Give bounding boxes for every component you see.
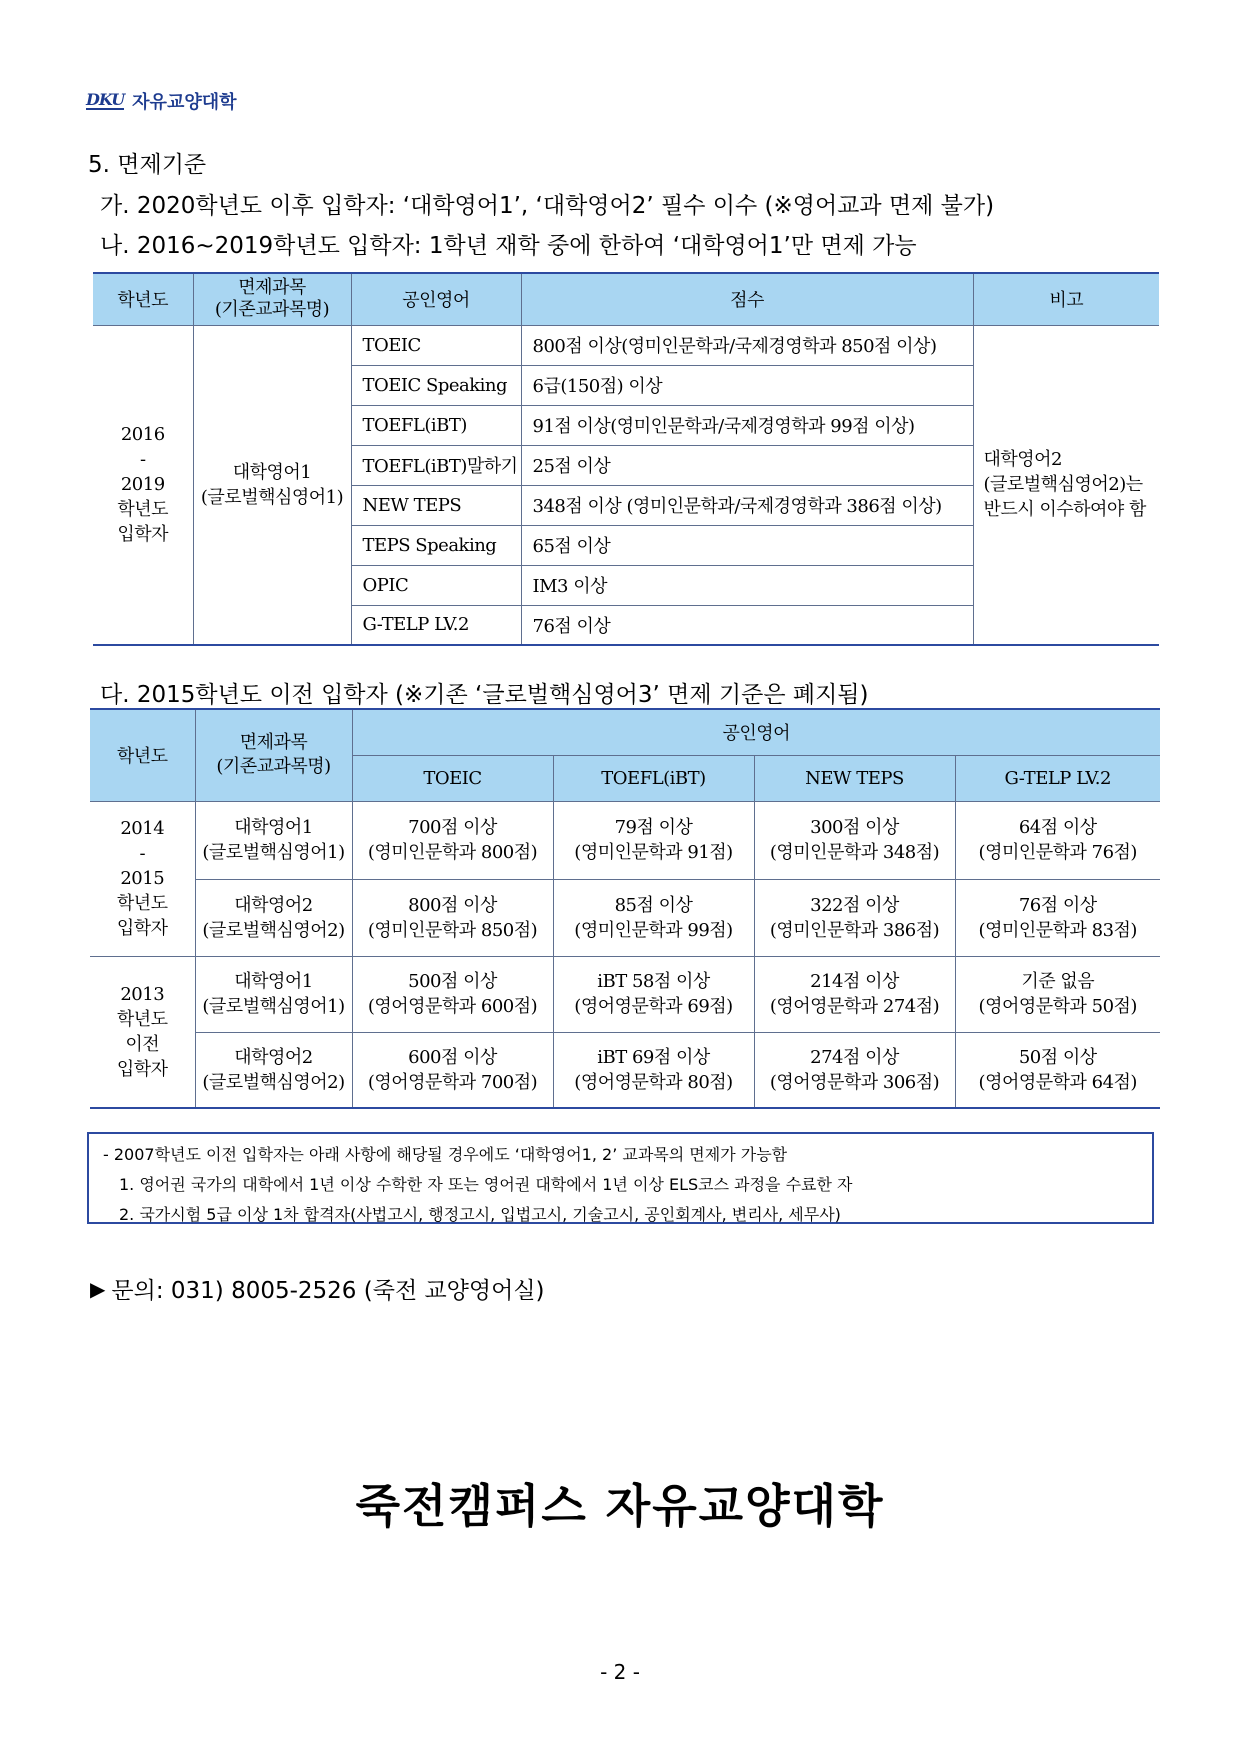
year-line: - — [139, 449, 146, 471]
score-line: (영미인문학과 800점) — [367, 842, 538, 863]
test-name: G-TELP LV.2 — [351, 605, 521, 645]
test-name: TOEIC — [351, 325, 521, 365]
test-name: NEW TEPS — [351, 485, 521, 525]
score-line: 500점 이상 — [408, 971, 497, 992]
contact-info — [90, 1272, 545, 1305]
table-row — [93, 325, 1159, 365]
subject-line: (글로벌핵심영어2) — [202, 919, 345, 941]
score-value: 6급(150점) 이상 — [521, 365, 973, 405]
score-value: IM3 이상 — [521, 565, 973, 605]
score-cell — [553, 801, 754, 879]
note-cell — [973, 325, 1159, 645]
header-gtelp: G-TELP LV.2 — [955, 755, 1160, 801]
score-line: 274점 이상 — [810, 1046, 899, 1068]
score-line: (영미인문학과 99점) — [574, 919, 733, 941]
score-line: 85점 이상 — [614, 894, 693, 916]
score-cell — [955, 956, 1160, 1032]
header-new-teps: NEW TEPS — [754, 755, 955, 801]
note-line: - 2007학년도 이전 입학자는 아래 사항에 해당될 경우에도 ‘대학영어1, 2’ 교과목의 면제가 가능함 — [103, 1145, 788, 1164]
dku-logo-icon: DKU — [86, 90, 125, 109]
header-subject-line2: (기존교과목명) — [214, 299, 330, 321]
score-line: 76점 이상 — [1018, 894, 1097, 916]
header-year: 학년도 — [90, 709, 195, 801]
section-title: 5. 면제기준 — [88, 152, 207, 178]
arrow-right-icon: ▶ — [90, 1276, 106, 1301]
score-cell — [754, 879, 955, 956]
footer-title: 죽전캠퍼스 자유교양대학 — [355, 1479, 885, 1533]
header-logo — [86, 88, 237, 114]
exemption-table-before-2015 — [90, 708, 1160, 1109]
score-cell — [352, 879, 553, 956]
year-cell — [90, 801, 195, 956]
score-line: (영미인문학과 91점) — [574, 842, 733, 863]
test-name: TOEFL(iBT)말하기 — [351, 445, 521, 485]
subject-line: 대학영어2 — [234, 894, 313, 916]
subject-line: 대학영어1 — [232, 461, 312, 483]
header-subject — [195, 709, 352, 801]
item-da: 다. 2015학년도 이전 입학자 (※기존 ‘글로벌핵심영어3’ 면제 기준은 폐지됨) — [100, 682, 869, 708]
score-cell — [754, 801, 955, 879]
score-line: (영어영문학과 80점) — [574, 1071, 733, 1093]
score-cell — [955, 1032, 1160, 1108]
college-name: 자유교양대학 — [132, 92, 237, 113]
score-line: (영어영문학과 274점) — [769, 996, 940, 1017]
score-cell — [352, 1032, 553, 1108]
score-line: (영미인문학과 76점) — [978, 842, 1137, 863]
score-line: 700점 이상 — [408, 817, 497, 838]
subject-line: (글로벌핵심영어1) — [202, 996, 345, 1017]
score-cell — [955, 879, 1160, 956]
score-line: 50점 이상 — [1018, 1046, 1097, 1068]
score-line: (영어영문학과 600점) — [367, 996, 538, 1017]
note-box — [87, 1132, 1154, 1224]
score-cell — [955, 801, 1160, 879]
note-line: 대학영어2 — [983, 449, 1063, 471]
score-line: (영어영문학과 50점) — [978, 996, 1137, 1017]
score-line: 322점 이상 — [810, 894, 899, 916]
year-line: 2016 — [120, 424, 165, 446]
year-cell — [93, 325, 193, 645]
header-subject-line1: 면제과목 — [239, 732, 308, 754]
score-line: (영어영문학과 700점) — [367, 1071, 538, 1093]
exemption-table-2016-2019 — [93, 272, 1159, 646]
test-name: TEPS Speaking — [351, 525, 521, 565]
subject-line: 대학영어2 — [234, 1046, 313, 1068]
score-line: (영미인문학과 386점) — [769, 919, 940, 941]
header-toeic: TOEIC — [352, 755, 553, 801]
year-line: 입학자 — [116, 1058, 168, 1080]
note-line: 1. 영어권 국가의 대학에서 1년 이상 수학한 자 또는 영어권 대학에서 1년 이상 ELS코스 과정을 수료한 자 — [119, 1175, 853, 1194]
header-score: 점수 — [521, 273, 973, 325]
year-line: 학년도 — [116, 893, 168, 914]
score-value: 76점 이상 — [521, 605, 973, 645]
score-cell — [754, 956, 955, 1032]
table-row — [90, 879, 1160, 956]
score-cell — [553, 956, 754, 1032]
header-test-group: 공인영어 — [352, 709, 1160, 755]
header-subject — [193, 273, 351, 325]
score-line: (영어영문학과 69점) — [574, 996, 733, 1017]
score-value: 348점 이상 (영미인문학과/국제경영학과 386점 이상) — [521, 485, 973, 525]
score-line: 214점 이상 — [810, 971, 899, 992]
score-line: (영미인문학과 348점) — [769, 842, 940, 863]
header-note: 비고 — [973, 273, 1159, 325]
year-line: 2015 — [120, 868, 165, 889]
year-line: 입학자 — [116, 918, 168, 939]
score-line: iBT 58점 이상 — [597, 971, 710, 992]
year-line: 2013 — [120, 983, 165, 1005]
header-subject-line2: (기존교과목명) — [216, 756, 331, 778]
item-ga: 가. 2020학년도 이후 입학자: ‘대학영어1’, ‘대학영어2’ 필수 이수 (※영어교과 면제 불가) — [100, 193, 995, 219]
subject-cell — [195, 879, 352, 956]
subject-line: 대학영어1 — [234, 817, 313, 838]
note-line: 반드시 이수하여야 함 — [983, 499, 1146, 521]
score-value: 25점 이상 — [521, 445, 973, 485]
score-line: (영미인문학과 850점) — [367, 919, 538, 941]
score-cell — [553, 879, 754, 956]
table-row — [90, 1032, 1160, 1108]
subject-line: (글로벌핵심영어2) — [202, 1071, 345, 1093]
year-line: 2014 — [120, 818, 165, 839]
score-line: iBT 69점 이상 — [597, 1046, 710, 1068]
table-row — [90, 801, 1160, 879]
subject-cell — [193, 325, 351, 645]
score-line: 기준 없음 — [1021, 971, 1095, 992]
score-line: 600점 이상 — [408, 1046, 497, 1068]
subject-cell — [195, 956, 352, 1032]
score-line: 64점 이상 — [1018, 817, 1097, 838]
score-line: 800점 이상 — [408, 894, 497, 916]
score-line: (영미인문학과 83점) — [978, 919, 1137, 941]
score-cell — [352, 956, 553, 1032]
subject-cell — [195, 1032, 352, 1108]
score-value: 91점 이상(영미인문학과/국제경영학과 99점 이상) — [521, 405, 973, 445]
header-subject-line1: 면제과목 — [238, 277, 306, 299]
year-line: - — [139, 843, 146, 864]
page-number: - 2 - — [600, 1660, 640, 1684]
subject-cell — [195, 801, 352, 879]
year-line: 입학자 — [117, 524, 169, 546]
note-line: 2. 국가시험 5급 이상 1차 합격자(사법고시, 행정고시, 입법고시, 기술고시, 공인회계사, 변리사, 세무사) — [119, 1205, 841, 1224]
year-line: 학년도 — [116, 1008, 168, 1030]
year-line: 학년도 — [117, 499, 169, 521]
subject-line: (글로벌핵심영어1) — [200, 486, 344, 508]
subject-line: 대학영어1 — [234, 971, 313, 992]
header-test: 공인영어 — [351, 273, 521, 325]
test-name: TOEIC Speaking — [351, 365, 521, 405]
score-line: 300점 이상 — [810, 817, 899, 838]
score-line: (영어영문학과 306점) — [769, 1071, 940, 1093]
test-name: OPIC — [351, 565, 521, 605]
header-toefl: TOEFL(iBT) — [553, 755, 754, 801]
header-year: 학년도 — [93, 273, 193, 325]
year-cell — [90, 956, 195, 1108]
contact-text: 문의: 031) 8005-2526 (죽전 교양영어실) — [111, 1278, 545, 1304]
item-na: 나. 2016~2019학년도 입학자: 1학년 재학 중에 한하여 ‘대학영어1’만 면제 가능 — [100, 233, 917, 259]
score-cell — [352, 801, 553, 879]
score-line: 79점 이상 — [614, 817, 693, 838]
score-value: 800점 이상(영미인문학과/국제경영학과 850점 이상) — [521, 325, 973, 365]
score-value: 65점 이상 — [521, 525, 973, 565]
note-line: (글로벌핵심영어2)는 — [983, 474, 1143, 496]
score-cell — [754, 1032, 955, 1108]
subject-line: (글로벌핵심영어1) — [202, 842, 345, 863]
year-line: 2019 — [120, 474, 165, 496]
score-cell — [553, 1032, 754, 1108]
year-line: 이전 — [125, 1033, 160, 1055]
table-row — [90, 956, 1160, 1032]
test-name: TOEFL(iBT) — [351, 405, 521, 445]
score-line: (영어영문학과 64점) — [978, 1071, 1137, 1093]
